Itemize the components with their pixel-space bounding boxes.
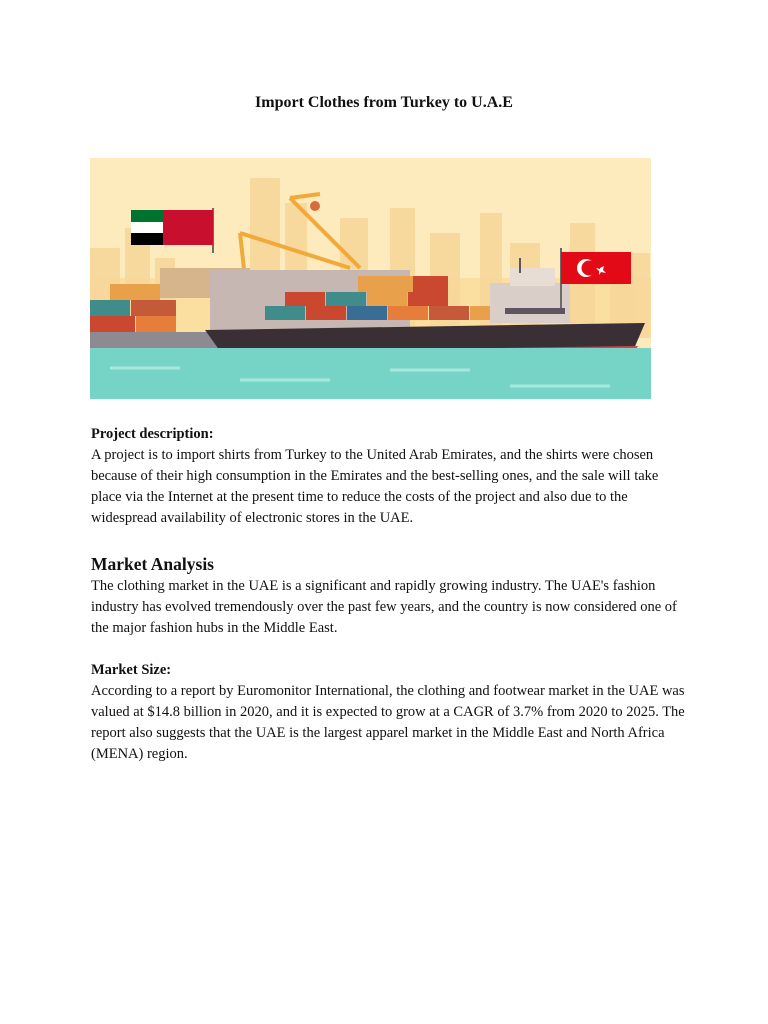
- market-size-text: According to a report by Euromonitor International, the clothing and footwear market in the UAE was valued at $14.8 billion in 2020, and it is expected to grow at a CAGR of 3.7% from 2020 to 2025. The report also suggests that the UAE is the largest apparel market in the Middle East and North Africa (MENA) region.: [91, 683, 685, 762]
- cargo-ship-illustration-icon: [90, 158, 651, 399]
- market-analysis-text: The clothing market in the UAE is a significant and rapidly growing industry. The UAE's fashion industry has evolved tremendously over the past few years, and the country is now considered one of the major fashion hubs in the Middle East.: [91, 578, 677, 636]
- document-body: [91, 424, 691, 765]
- document-title: Import Clothes from Turkey to U.A.E: [255, 94, 513, 111]
- market-size-heading: Market Size:: [91, 662, 172, 678]
- market-analysis-heading: Market Analysis: [91, 554, 214, 574]
- project-description-heading: Project description:: [91, 426, 214, 442]
- project-description-text: A project is to import shirts from Turkey to the United Arab Emirates, and the shirts were chosen because of their high consumption in the Emirates and the best-selling ones, and the sale will take place via the Internet at the present time to reduce the costs of the project and also due to the widespread availability of electronic stores in the UAE.: [91, 447, 659, 526]
